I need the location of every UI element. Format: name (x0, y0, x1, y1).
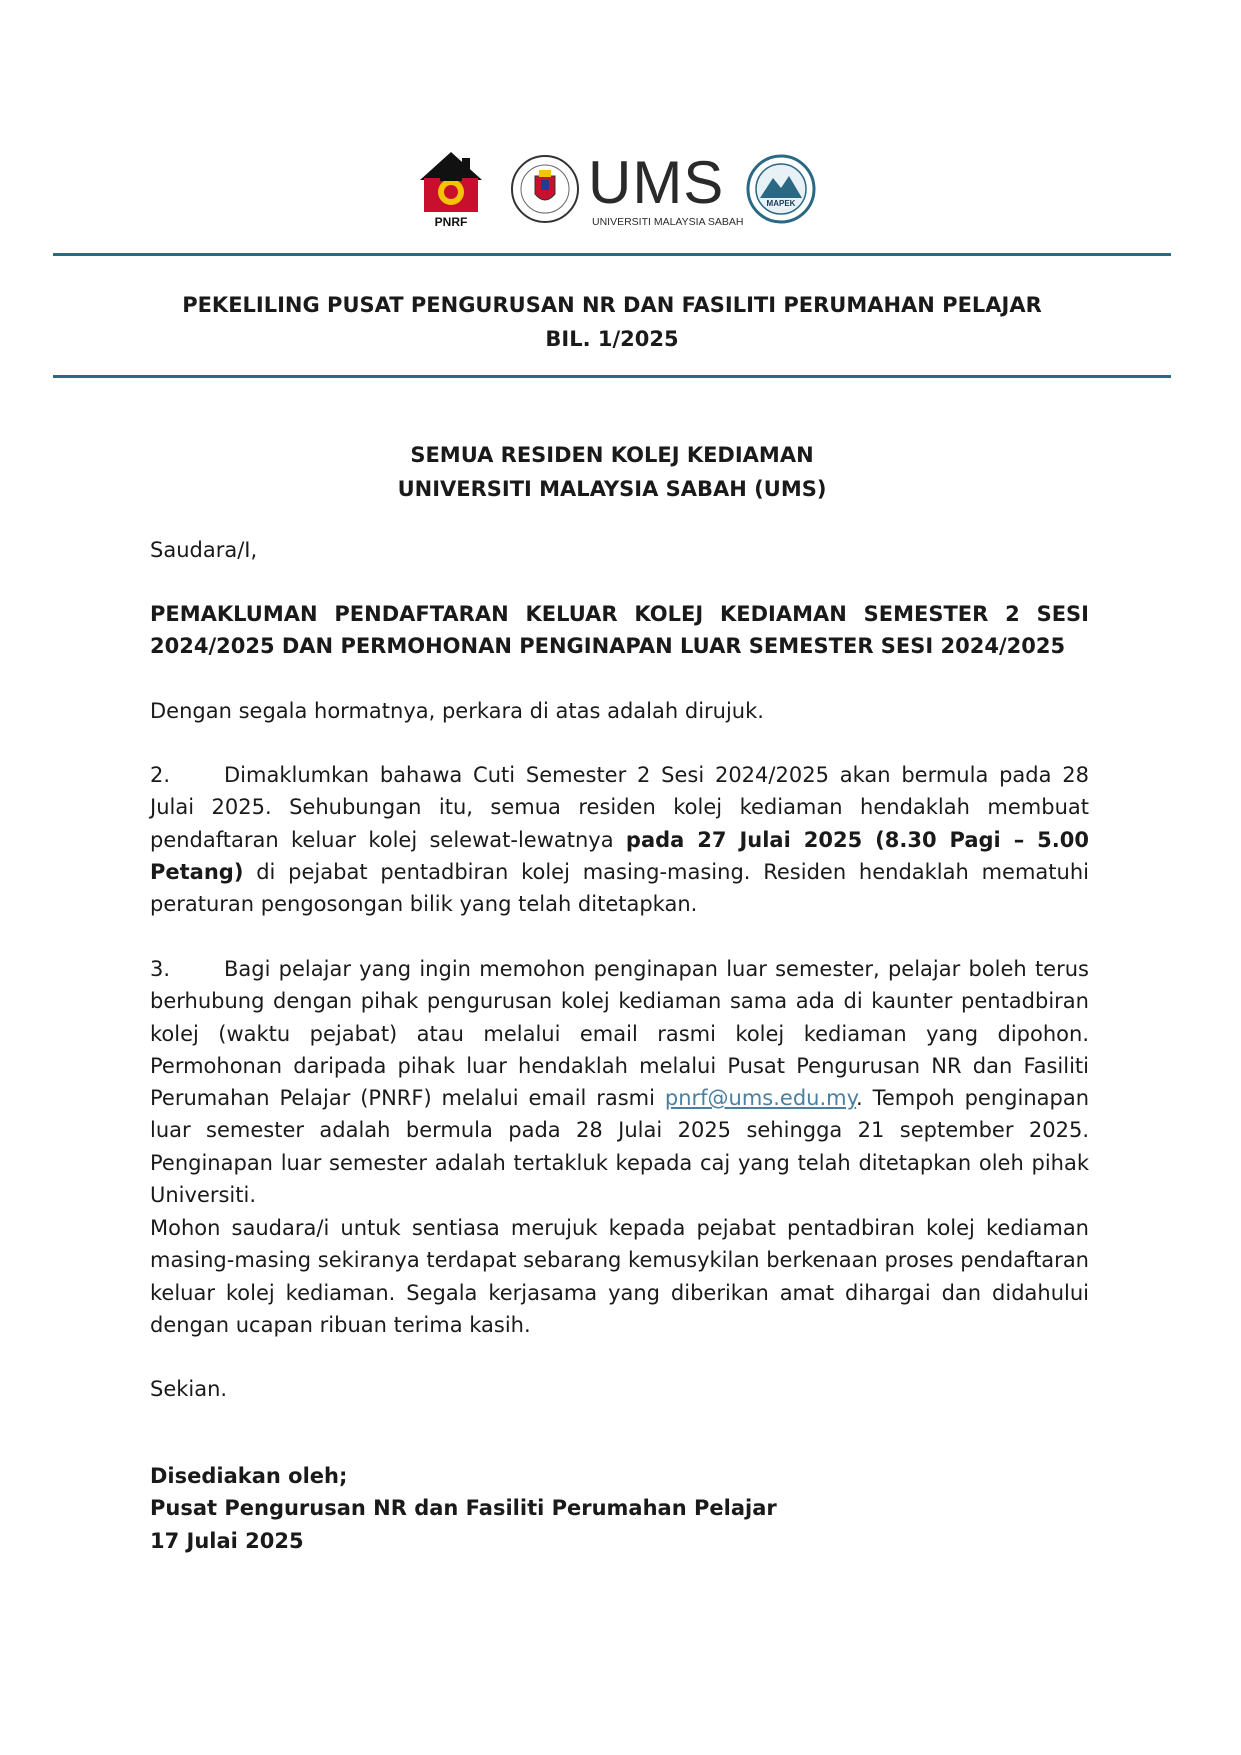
circular-title: PEKELILING PUSAT PENGURUSAN NR DAN FASILITI PERUMAHAN PELAJAR (182, 293, 1042, 317)
closing: Sekian. (150, 1377, 228, 1401)
signature-department: Pusat Pengurusan NR dan Fasiliti Perumahan Pelajar (150, 1496, 777, 1521)
ums-wordmark-text: UMS (588, 149, 725, 216)
ums-wordmark-logo (588, 149, 744, 228)
salutation: Saudara/I, (150, 538, 258, 562)
header-rule-top (53, 253, 1171, 256)
mapek-logo-text: MAPEK (766, 199, 796, 208)
pnrf-logo (418, 150, 484, 230)
signature-date: 17 Julai 2025 (150, 1528, 304, 1553)
paragraph-3 (150, 953, 1089, 1211)
paragraph-2-number: 2. (150, 763, 171, 787)
paragraph-3-number: 3. (150, 957, 171, 981)
circular-number: BIL. 1/2025 (545, 327, 679, 351)
signature-block (150, 1460, 1089, 1557)
paragraph-3-text: Bagi pelajar yang ingin memohon penginapan luar semester, pelajar boleh terus berhubung dengan pihak pengurusan kolej kediaman sama ada di kaunter pentadbiran kolej (waktu pejabat) atau melalui email rasmi kolej kediaman yang dipohon. Permohonan daripada pihak luar hendaklah melalui Pusat Pengurusan NR dan Fasiliti Perumahan Pelajar (PNRF) melalui email rasmi (150, 957, 1089, 1111)
paragraph-3-text-end: . Tempoh penginapan luar semester adalah bermula pada 28 Julai 2025 sehingga 21 september 2025. Penginapan luar semester adalah tertakluk kepada caj yang telah ditetapkan oleh pihak Universiti. (150, 1086, 1090, 1208)
logo-bar (418, 150, 818, 230)
ums-crest-logo (510, 154, 580, 224)
paragraph-2-text-end: di pejabat pentadbiran kolej masing-masing. Residen hendaklah mematuhi peraturan pengosongan bilik yang telah ditetapkan. (150, 859, 1089, 917)
signature-prepared-by: Disediakan oleh; (150, 1464, 348, 1488)
pnrf-email-link[interactable]: pnrf@ums.edu.my (664, 1086, 857, 1111)
letter-subject: PEMAKLUMAN PENDAFTARAN KELUAR KOLEJ KEDIAMAN SEMESTER 2 SESI 2024/2025 DAN PERMOHONAN PENGINAPAN LUAR SEMESTER SESI 2024/2025 (150, 602, 1089, 659)
intro-paragraph: Dengan segala hormatnya, perkara di atas adalah dirujuk. (150, 699, 764, 723)
ums-wordmark-subtitle: UNIVERSITI MALAYSIA SABAH (592, 216, 744, 228)
paragraph-2-bold-date: pada 27 Julai 2025 (8.30 Pagi – 5.00 Petang) (150, 827, 1089, 884)
recipient-line-2: UNIVERSITI MALAYSIA SABAH (UMS) (397, 477, 827, 501)
paragraph-2-text: Dimaklumkan bahawa Cuti Semester 2 Sesi 2024/2025 akan bermula pada 28 Julai 2025. Sehubungan itu, semua residen kolej kediaman hendaklah membuat pendaftaran keluar kolej selewat-lewatnya (150, 763, 1089, 852)
paragraph-4: Mohon saudara/i untuk sentiasa merujuk kepada pejabat pentadbiran kolej kediaman masing-masing sekiranya terdapat sebarang kemusykilan berkenaan proses pendaftaran keluar kolej kediaman. Segala kerjasama yang diberikan amat dihargai dan didahului dengan ucapan ribuan terima kasih. (150, 1216, 1089, 1337)
paragraph-2 (150, 759, 1089, 920)
recipient-line-1: SEMUA RESIDEN KOLEJ KEDIAMAN (410, 443, 814, 467)
header-rule-bottom (53, 375, 1171, 378)
pnrf-logo-text: PNRF (434, 215, 468, 229)
mapek-logo (746, 154, 816, 224)
